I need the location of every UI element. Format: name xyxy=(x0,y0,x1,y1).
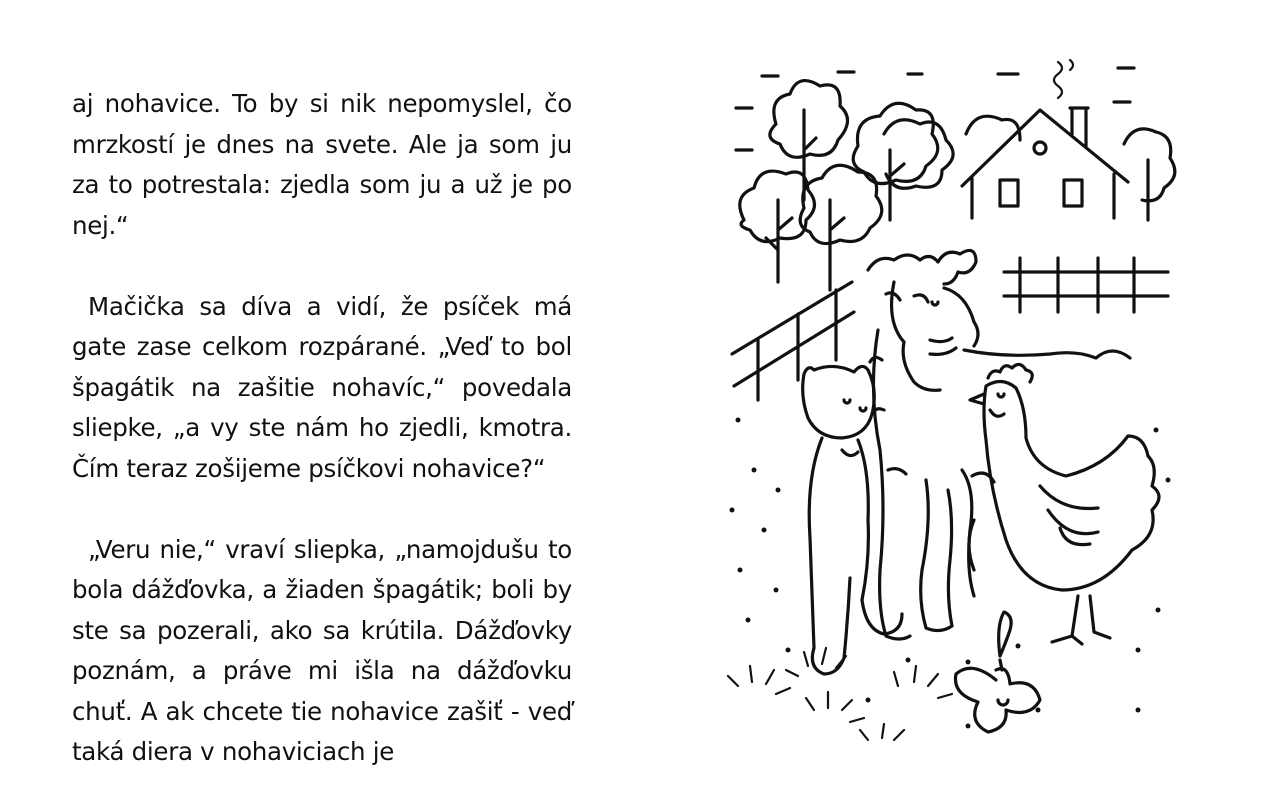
farmhouse xyxy=(962,108,1128,218)
paragraph-3: „Veru nie,“ vraví sliepka, „namojdušu to bola dážďovka, a žiaden špagátik; boli by ste sa pozerali, ako sa krútila. Dážďovky poznám, a práve mi išla na dážďovku chuť. A ak chcete tie nohavice zašiť - veď taká diera v nohaviciach je xyxy=(72,534,572,766)
flower-plant xyxy=(955,612,1040,732)
farm-scene-drawing xyxy=(718,50,1188,750)
dog xyxy=(868,250,1130,639)
hen xyxy=(970,364,1159,644)
trees xyxy=(740,81,1175,290)
page-text xyxy=(72,84,572,773)
grass-tufts xyxy=(728,648,952,740)
farm-illustration xyxy=(718,50,1188,750)
fence-right xyxy=(1004,258,1168,312)
paragraph-2: Mačička sa díva a vidí, že psíček má gate zase celkom rozpárané. „Veď to bol špagátik na zašitie nohavíc,“ povedala sliepke, „a vy ste nám ho zjedli, kmotra. Čím teraz zošijeme psíčkovi nohavice?“ xyxy=(72,291,572,483)
fence-left xyxy=(732,282,854,400)
cat xyxy=(803,366,902,674)
paragraph-1: aj nohavice. To by si nik nepomyslel, čo mrzkostí je dnes na svete. Ale ja som ju za to potrestala: zjedla som ju a už je po nej.“ xyxy=(72,89,572,240)
chimney-smoke xyxy=(1054,60,1073,98)
